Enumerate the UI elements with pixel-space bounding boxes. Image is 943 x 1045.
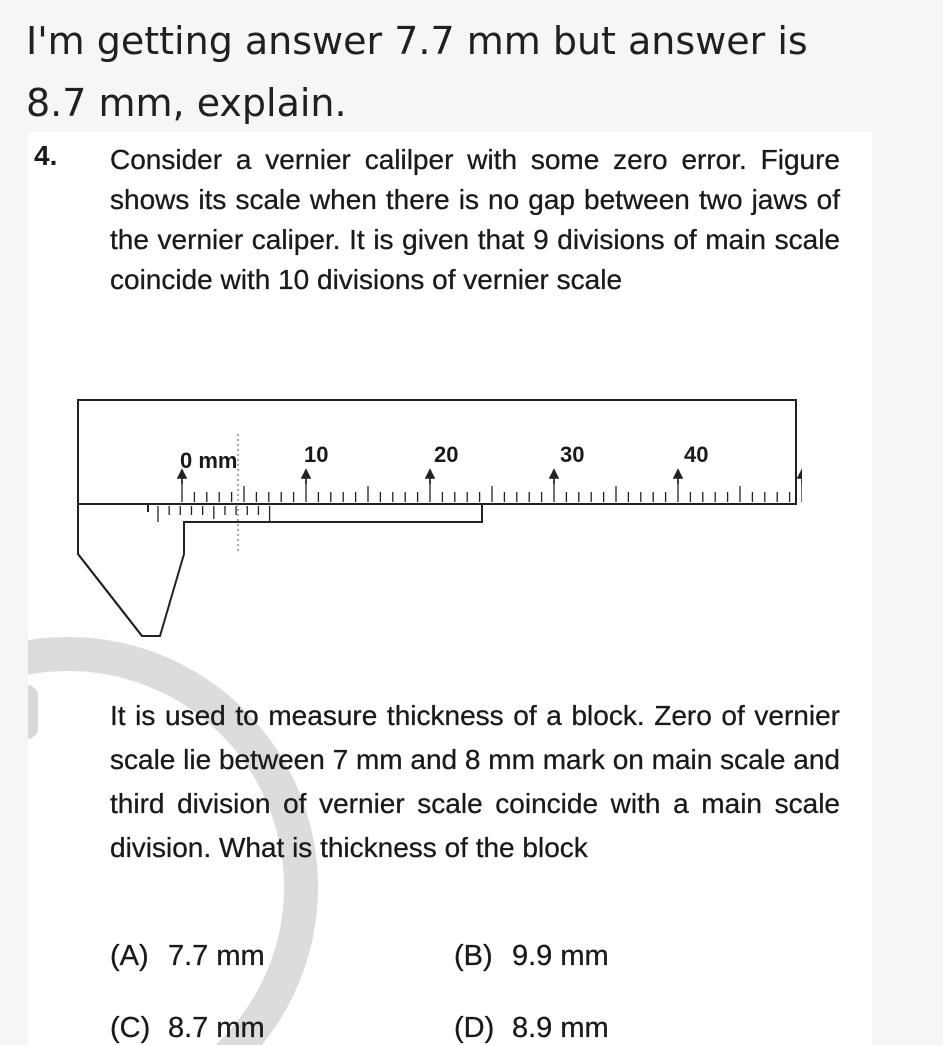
question-header [26, 10, 896, 134]
option-a-value: 7.7 mm [168, 940, 265, 972]
question-line-2: 8.7 mm, explain. [26, 81, 347, 125]
option-b[interactable] [454, 940, 609, 973]
option-c-label: (C) [110, 1012, 151, 1044]
option-a[interactable] [110, 940, 265, 973]
scale-arrow [550, 470, 558, 484]
option-d-label: (D) [454, 1012, 495, 1044]
scale-label-10: 10 [304, 442, 329, 467]
scale-label-20: 20 [434, 442, 459, 467]
vernier-caliper-figure [72, 394, 802, 654]
question-line-1: I'm getting answer 7.7 mm but answer is [26, 19, 808, 63]
scale-arrow [674, 470, 682, 484]
option-a-label: (A) [110, 940, 149, 972]
problem-number: 4. [34, 140, 58, 171]
scale-label-40: 40 [684, 442, 709, 467]
option-c-value: 8.7 mm [168, 1012, 265, 1044]
option-d[interactable] [454, 1012, 609, 1045]
scale-arrow [426, 470, 434, 484]
problem-image [28, 132, 872, 1045]
option-d-value: 8.9 mm [512, 1012, 609, 1044]
option-b-value: 9.9 mm [512, 940, 609, 972]
problem-intro: Consider a vernier calilper with some zero error. Figure shows its scale when there is no gap between two jaws of the vernier caliper. It is given that 9 divisions of main scale coincide with 10 divisions of vernier scale [110, 144, 840, 295]
scale-arrow [798, 470, 802, 484]
option-b-label: (B) [454, 940, 493, 972]
scale-label-0: 0 mm [180, 448, 238, 473]
problem-body: It is used to measure thickness of a block. Zero of vernier scale lie between 7 mm and 8 mm mark on main scale and third division of vernier scale coincide with a main scale division. What is thickness of the block [110, 700, 840, 863]
scale-arrow [302, 470, 310, 484]
option-c[interactable] [110, 1012, 265, 1045]
watermark-dot [28, 685, 38, 739]
scale-label-30: 30 [560, 442, 585, 467]
